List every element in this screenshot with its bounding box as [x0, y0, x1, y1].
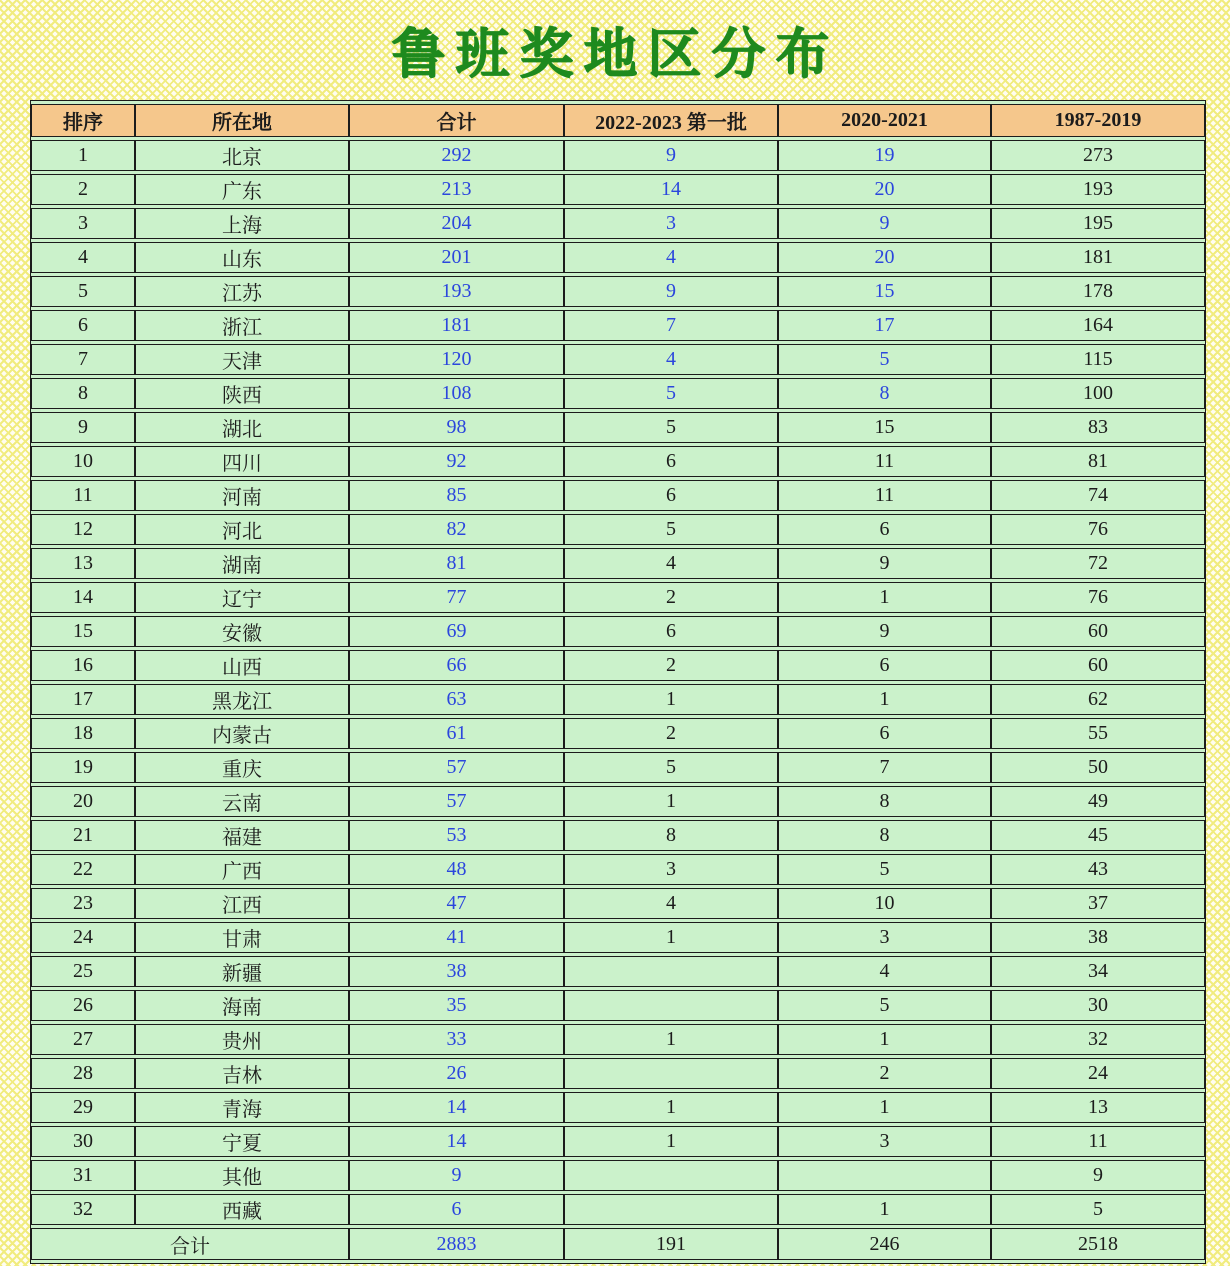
- table-row: [31, 582, 1205, 613]
- column-header-2: 合计: [349, 104, 564, 137]
- cell-batch-2022-2023: [564, 990, 778, 1021]
- cell-period-2020-2021: 5: [778, 990, 991, 1021]
- cell-rank: 28: [31, 1058, 135, 1089]
- cell-region: 新疆: [135, 956, 349, 987]
- cell-period-2020-2021: 6: [778, 650, 991, 681]
- cell-batch-2022-2023: 4: [564, 242, 778, 273]
- cell-batch-2022-2023: [564, 956, 778, 987]
- total-label: 合计: [31, 1228, 349, 1260]
- cell-period-2020-2021: 6: [778, 718, 991, 749]
- cell-period-2020-2021: 6: [778, 514, 991, 545]
- cell-region: 福建: [135, 820, 349, 851]
- cell-rank: 17: [31, 684, 135, 715]
- cell-total: 33: [349, 1024, 564, 1055]
- cell-total: 57: [349, 752, 564, 783]
- cell-rank: 16: [31, 650, 135, 681]
- cell-region: 辽宁: [135, 582, 349, 613]
- cell-total: 204: [349, 208, 564, 239]
- cell-batch-2022-2023: 1: [564, 786, 778, 817]
- table-row: [31, 548, 1205, 579]
- table-row: [31, 276, 1205, 307]
- cell-rank: 20: [31, 786, 135, 817]
- total-batch-2022-2023: 191: [564, 1228, 778, 1260]
- total-period-2020-2021: 246: [778, 1228, 991, 1260]
- cell-period-2020-2021: 11: [778, 446, 991, 477]
- cell-period-1987-2019: 55: [991, 718, 1205, 749]
- cell-region: 浙江: [135, 310, 349, 341]
- table-row: [31, 616, 1205, 647]
- cell-batch-2022-2023: 6: [564, 446, 778, 477]
- cell-period-2020-2021: 3: [778, 1126, 991, 1157]
- cell-rank: 7: [31, 344, 135, 375]
- cell-period-1987-2019: 115: [991, 344, 1205, 375]
- cell-region: 湖南: [135, 548, 349, 579]
- cell-rank: 14: [31, 582, 135, 613]
- cell-rank: 24: [31, 922, 135, 953]
- cell-rank: 32: [31, 1194, 135, 1225]
- table-row: [31, 1194, 1205, 1225]
- table-row: [31, 140, 1205, 171]
- cell-period-1987-2019: 30: [991, 990, 1205, 1021]
- cell-rank: 15: [31, 616, 135, 647]
- cell-total: 77: [349, 582, 564, 613]
- cell-period-1987-2019: 195: [991, 208, 1205, 239]
- table-row: [31, 344, 1205, 375]
- column-header-0: 排序: [31, 104, 135, 137]
- cell-period-2020-2021: 2: [778, 1058, 991, 1089]
- cell-period-2020-2021: 1: [778, 1194, 991, 1225]
- cell-period-1987-2019: 43: [991, 854, 1205, 885]
- cell-period-2020-2021: 8: [778, 786, 991, 817]
- cell-rank: 22: [31, 854, 135, 885]
- cell-batch-2022-2023: 1: [564, 922, 778, 953]
- table-row: [31, 650, 1205, 681]
- cell-region: 云南: [135, 786, 349, 817]
- total-row: [31, 1228, 1205, 1260]
- cell-batch-2022-2023: [564, 1194, 778, 1225]
- cell-region: 西藏: [135, 1194, 349, 1225]
- table-row: [31, 854, 1205, 885]
- cell-total: 108: [349, 378, 564, 409]
- table-row: [31, 1024, 1205, 1055]
- cell-period-1987-2019: 60: [991, 650, 1205, 681]
- cell-period-1987-2019: 81: [991, 446, 1205, 477]
- cell-region: 安徽: [135, 616, 349, 647]
- cell-region: 上海: [135, 208, 349, 239]
- total-period-1987-2019: 2518: [991, 1228, 1205, 1260]
- cell-period-2020-2021: 11: [778, 480, 991, 511]
- cell-rank: 5: [31, 276, 135, 307]
- cell-period-2020-2021: 1: [778, 1024, 991, 1055]
- cell-period-2020-2021: 17: [778, 310, 991, 341]
- cell-period-2020-2021: 1: [778, 684, 991, 715]
- cell-region: 河北: [135, 514, 349, 545]
- cell-rank: 13: [31, 548, 135, 579]
- table-row: [31, 480, 1205, 511]
- cell-rank: 31: [31, 1160, 135, 1191]
- cell-total: 201: [349, 242, 564, 273]
- cell-period-2020-2021: 19: [778, 140, 991, 171]
- cell-period-1987-2019: 34: [991, 956, 1205, 987]
- table-row: [31, 242, 1205, 273]
- cell-period-1987-2019: 83: [991, 412, 1205, 443]
- cell-rank: 8: [31, 378, 135, 409]
- table-row: [31, 718, 1205, 749]
- table-row: [31, 956, 1205, 987]
- cell-region: 广西: [135, 854, 349, 885]
- table-row: [31, 208, 1205, 239]
- cell-rank: 9: [31, 412, 135, 443]
- cell-region: 湖北: [135, 412, 349, 443]
- cell-region: 黑龙江: [135, 684, 349, 715]
- cell-region: 贵州: [135, 1024, 349, 1055]
- table-row: [31, 310, 1205, 341]
- cell-period-2020-2021: 20: [778, 242, 991, 273]
- cell-batch-2022-2023: [564, 1160, 778, 1191]
- cell-period-2020-2021: 3: [778, 922, 991, 953]
- cell-period-1987-2019: 60: [991, 616, 1205, 647]
- header-row: [31, 104, 1205, 137]
- cell-total: 181: [349, 310, 564, 341]
- cell-period-2020-2021: 9: [778, 208, 991, 239]
- cell-period-1987-2019: 76: [991, 582, 1205, 613]
- cell-total: 61: [349, 718, 564, 749]
- cell-region: 河南: [135, 480, 349, 511]
- cell-period-2020-2021: 1: [778, 582, 991, 613]
- cell-batch-2022-2023: 3: [564, 854, 778, 885]
- cell-period-1987-2019: 72: [991, 548, 1205, 579]
- table-row: [31, 1092, 1205, 1123]
- cell-period-2020-2021: 9: [778, 548, 991, 579]
- luban-award-region-table: [30, 100, 1206, 1264]
- cell-region: 陕西: [135, 378, 349, 409]
- cell-period-2020-2021: 15: [778, 412, 991, 443]
- cell-period-1987-2019: 32: [991, 1024, 1205, 1055]
- cell-period-2020-2021: 8: [778, 378, 991, 409]
- cell-batch-2022-2023: 5: [564, 378, 778, 409]
- cell-period-2020-2021: 15: [778, 276, 991, 307]
- cell-period-1987-2019: 38: [991, 922, 1205, 953]
- cell-region: 吉林: [135, 1058, 349, 1089]
- column-header-1: 所在地: [135, 104, 349, 137]
- cell-rank: 23: [31, 888, 135, 919]
- cell-rank: 19: [31, 752, 135, 783]
- table-row: [31, 752, 1205, 783]
- cell-region: 海南: [135, 990, 349, 1021]
- cell-total: 57: [349, 786, 564, 817]
- table-row: [31, 990, 1205, 1021]
- cell-batch-2022-2023: 4: [564, 548, 778, 579]
- table-row: [31, 888, 1205, 919]
- total-total: 2883: [349, 1228, 564, 1260]
- cell-total: 292: [349, 140, 564, 171]
- cell-batch-2022-2023: 7: [564, 310, 778, 341]
- cell-batch-2022-2023: 5: [564, 514, 778, 545]
- cell-period-2020-2021: 10: [778, 888, 991, 919]
- cell-period-1987-2019: 178: [991, 276, 1205, 307]
- cell-period-1987-2019: 24: [991, 1058, 1205, 1089]
- table-row: [31, 446, 1205, 477]
- cell-total: 85: [349, 480, 564, 511]
- cell-period-2020-2021: 9: [778, 616, 991, 647]
- table-row: [31, 786, 1205, 817]
- cell-batch-2022-2023: 9: [564, 276, 778, 307]
- cell-batch-2022-2023: 2: [564, 650, 778, 681]
- cell-period-1987-2019: 193: [991, 174, 1205, 205]
- cell-region: 宁夏: [135, 1126, 349, 1157]
- table-row: [31, 412, 1205, 443]
- cell-rank: 12: [31, 514, 135, 545]
- cell-total: 9: [349, 1160, 564, 1191]
- cell-period-1987-2019: 273: [991, 140, 1205, 171]
- cell-period-2020-2021: 8: [778, 820, 991, 851]
- cell-total: 6: [349, 1194, 564, 1225]
- cell-period-2020-2021: 4: [778, 956, 991, 987]
- cell-region: 甘肃: [135, 922, 349, 953]
- table-row: [31, 174, 1205, 205]
- cell-period-2020-2021: [778, 1160, 991, 1191]
- cell-period-1987-2019: 37: [991, 888, 1205, 919]
- cell-batch-2022-2023: 1: [564, 684, 778, 715]
- cell-period-1987-2019: 76: [991, 514, 1205, 545]
- cell-total: 47: [349, 888, 564, 919]
- cell-rank: 1: [31, 140, 135, 171]
- cell-period-2020-2021: 1: [778, 1092, 991, 1123]
- cell-rank: 6: [31, 310, 135, 341]
- cell-batch-2022-2023: 2: [564, 582, 778, 613]
- cell-total: 48: [349, 854, 564, 885]
- cell-period-2020-2021: 5: [778, 854, 991, 885]
- cell-period-1987-2019: 164: [991, 310, 1205, 341]
- cell-batch-2022-2023: [564, 1058, 778, 1089]
- cell-region: 天津: [135, 344, 349, 375]
- table-row: [31, 378, 1205, 409]
- cell-period-2020-2021: 20: [778, 174, 991, 205]
- cell-total: 193: [349, 276, 564, 307]
- cell-period-1987-2019: 5: [991, 1194, 1205, 1225]
- cell-batch-2022-2023: 1: [564, 1024, 778, 1055]
- table-row: [31, 1126, 1205, 1157]
- cell-period-2020-2021: 7: [778, 752, 991, 783]
- table-row: [31, 1160, 1205, 1191]
- page-title: 鲁班奖地区分布: [391, 22, 839, 85]
- cell-batch-2022-2023: 5: [564, 752, 778, 783]
- cell-batch-2022-2023: 6: [564, 616, 778, 647]
- cell-rank: 3: [31, 208, 135, 239]
- cell-total: 35: [349, 990, 564, 1021]
- cell-period-1987-2019: 181: [991, 242, 1205, 273]
- cell-region: 江西: [135, 888, 349, 919]
- cell-period-1987-2019: 100: [991, 378, 1205, 409]
- cell-region: 内蒙古: [135, 718, 349, 749]
- cell-period-1987-2019: 49: [991, 786, 1205, 817]
- cell-total: 98: [349, 412, 564, 443]
- cell-region: 北京: [135, 140, 349, 171]
- table-row: [31, 684, 1205, 715]
- cell-rank: 25: [31, 956, 135, 987]
- cell-period-1987-2019: 11: [991, 1126, 1205, 1157]
- cell-rank: 27: [31, 1024, 135, 1055]
- cell-total: 213: [349, 174, 564, 205]
- cell-rank: 18: [31, 718, 135, 749]
- cell-total: 66: [349, 650, 564, 681]
- column-header-3: 2022-2023 第一批: [564, 104, 778, 137]
- cell-batch-2022-2023: 3: [564, 208, 778, 239]
- cell-total: 120: [349, 344, 564, 375]
- cell-batch-2022-2023: 4: [564, 888, 778, 919]
- cell-rank: 10: [31, 446, 135, 477]
- table-row: [31, 514, 1205, 545]
- cell-batch-2022-2023: 1: [564, 1126, 778, 1157]
- cell-batch-2022-2023: 2: [564, 718, 778, 749]
- cell-total: 14: [349, 1126, 564, 1157]
- cell-total: 26: [349, 1058, 564, 1089]
- cell-rank: 2: [31, 174, 135, 205]
- cell-batch-2022-2023: 1: [564, 1092, 778, 1123]
- cell-period-2020-2021: 5: [778, 344, 991, 375]
- cell-batch-2022-2023: 4: [564, 344, 778, 375]
- cell-rank: 30: [31, 1126, 135, 1157]
- table-row: [31, 922, 1205, 953]
- cell-total: 41: [349, 922, 564, 953]
- cell-batch-2022-2023: 14: [564, 174, 778, 205]
- cell-period-1987-2019: 45: [991, 820, 1205, 851]
- cell-total: 38: [349, 956, 564, 987]
- table-row: [31, 1058, 1205, 1089]
- cell-period-1987-2019: 9: [991, 1160, 1205, 1191]
- cell-total: 63: [349, 684, 564, 715]
- cell-total: 81: [349, 548, 564, 579]
- cell-period-1987-2019: 13: [991, 1092, 1205, 1123]
- cell-rank: 21: [31, 820, 135, 851]
- cell-total: 14: [349, 1092, 564, 1123]
- cell-region: 青海: [135, 1092, 349, 1123]
- cell-rank: 26: [31, 990, 135, 1021]
- cell-region: 其他: [135, 1160, 349, 1191]
- cell-period-1987-2019: 62: [991, 684, 1205, 715]
- cell-region: 山东: [135, 242, 349, 273]
- cell-region: 重庆: [135, 752, 349, 783]
- cell-batch-2022-2023: 5: [564, 412, 778, 443]
- cell-total: 69: [349, 616, 564, 647]
- cell-batch-2022-2023: 6: [564, 480, 778, 511]
- cell-rank: 4: [31, 242, 135, 273]
- cell-rank: 11: [31, 480, 135, 511]
- column-header-4: 2020-2021: [778, 104, 991, 137]
- cell-batch-2022-2023: 9: [564, 140, 778, 171]
- column-header-5: 1987-2019: [991, 104, 1205, 137]
- cell-region: 山西: [135, 650, 349, 681]
- cell-total: 82: [349, 514, 564, 545]
- table-row: [31, 820, 1205, 851]
- cell-period-1987-2019: 50: [991, 752, 1205, 783]
- cell-region: 广东: [135, 174, 349, 205]
- cell-region: 四川: [135, 446, 349, 477]
- cell-batch-2022-2023: 8: [564, 820, 778, 851]
- cell-rank: 29: [31, 1092, 135, 1123]
- cell-region: 江苏: [135, 276, 349, 307]
- cell-total: 92: [349, 446, 564, 477]
- cell-total: 53: [349, 820, 564, 851]
- cell-period-1987-2019: 74: [991, 480, 1205, 511]
